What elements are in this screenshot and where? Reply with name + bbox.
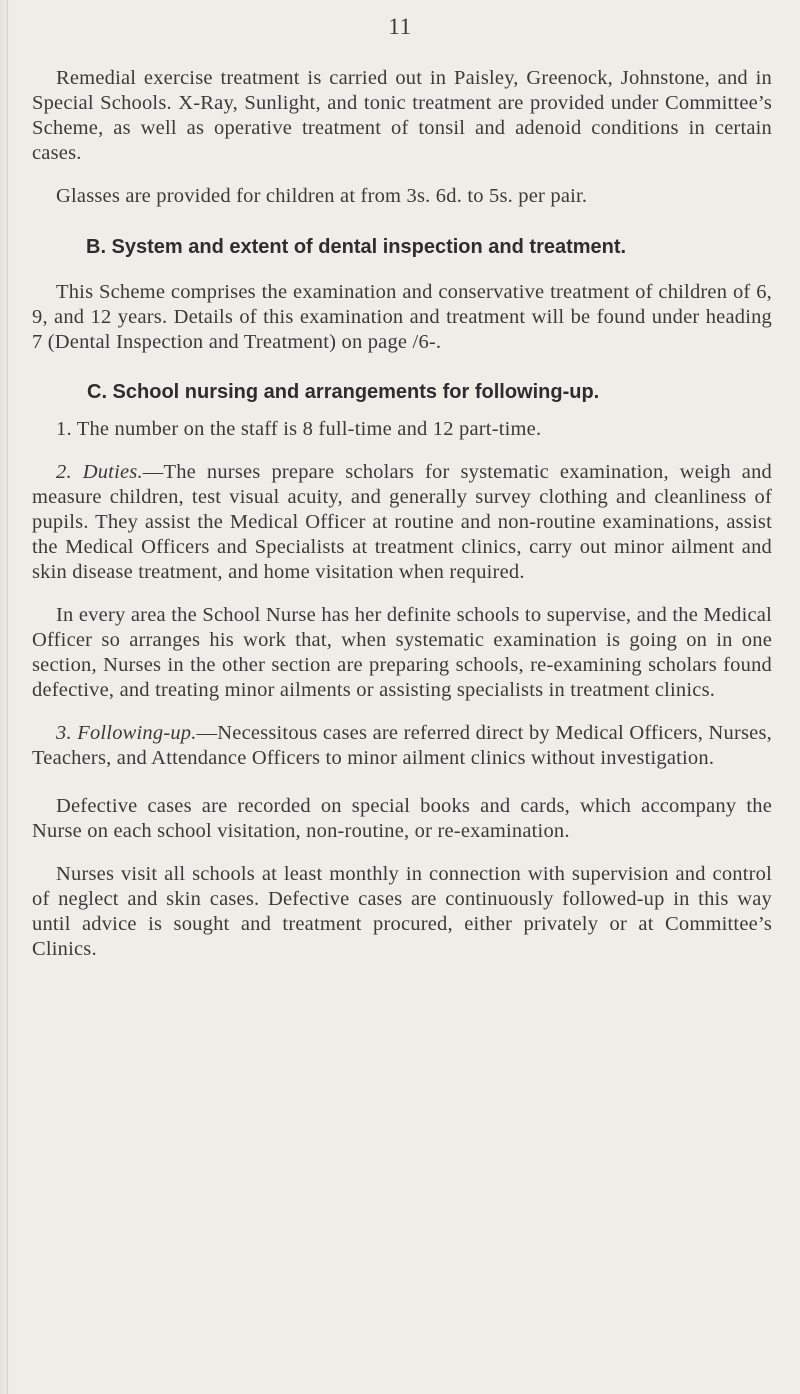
binding-line: [7, 0, 8, 1394]
item-duties: [32, 460, 772, 585]
paragraph-nurses-visit: Nurses visit all schools at least monthly in connection with supervision and control of neglect and skin cases. Defective cases are continuously followed-up in this way until advice is sought and treatment procured, either privately or at Committee’s Clinics.: [32, 863, 772, 960]
paragraph-defective-cases: Defective cases are recorded on special books and cards, which accompany the Nurse on each school visitation, non-routine, or re-examination.: [32, 795, 772, 842]
paragraph-remedial-exercise: Remedial exercise treatment is carried out in Paisley, Greenock, Johnstone, and in Special Schools. X-Ray, Sunlight, and tonic treatment are provided under Committee’s Scheme, as well as operative treatment of tonsil and adenoid conditions in certain cases.: [32, 67, 772, 164]
following-up-label: 3. Following-up.: [56, 722, 197, 744]
paragraph-glasses: Glasses are provided for children at from 3s. 6d. to 5s. per pair.: [56, 185, 588, 207]
section-c-heading: C. School nursing and arrangements for following-up.: [87, 381, 600, 403]
document-body: [32, 66, 772, 962]
page-number: 11: [388, 14, 412, 39]
duties-label: 2. Duties.: [56, 461, 143, 483]
section-b-body: This Scheme comprises the examination and conservative treatment of children of 6, 9, and 12 years. Details of this examination and treatment will be found under heading 7 (Dental Inspection and Treatment) on page /6-.: [32, 281, 772, 353]
item-following-up: [32, 721, 772, 771]
section-b-heading: B. System and extent of dental inspection and treatment.: [86, 236, 627, 258]
duties-body: —The nurses prepare scholars for systematic examination, weigh and measure children, test visual acuity, and generally survey clothing and cleanliness of pupils. They assist the Medical Officer at routine and non-routine examinations, assist the Medical Officers and Specialists at treatment clinics, carry out minor ailment and skin disease treatment, and home visitation when required.: [32, 461, 772, 583]
following-up-body: —Necessitous cases are referred direct by Medical Officers, Nurses, Teachers, and Attendance Officers to minor ailment clinics without investigation.: [32, 722, 772, 769]
page-binding-edge: [0, 0, 10, 1394]
item-staff-number: 1. The number on the staff is 8 full-time and 12 part-time.: [56, 418, 542, 440]
paragraph-every-area: In every area the School Nurse has her definite schools to supervise, and the Medical Officer so arranges his work that, when systematic examination is going on in one section, Nurses in the other section are preparing schools, re-examining scholars found defective, and treating minor ailments or assisting specialists in treatment clinics.: [32, 604, 772, 701]
